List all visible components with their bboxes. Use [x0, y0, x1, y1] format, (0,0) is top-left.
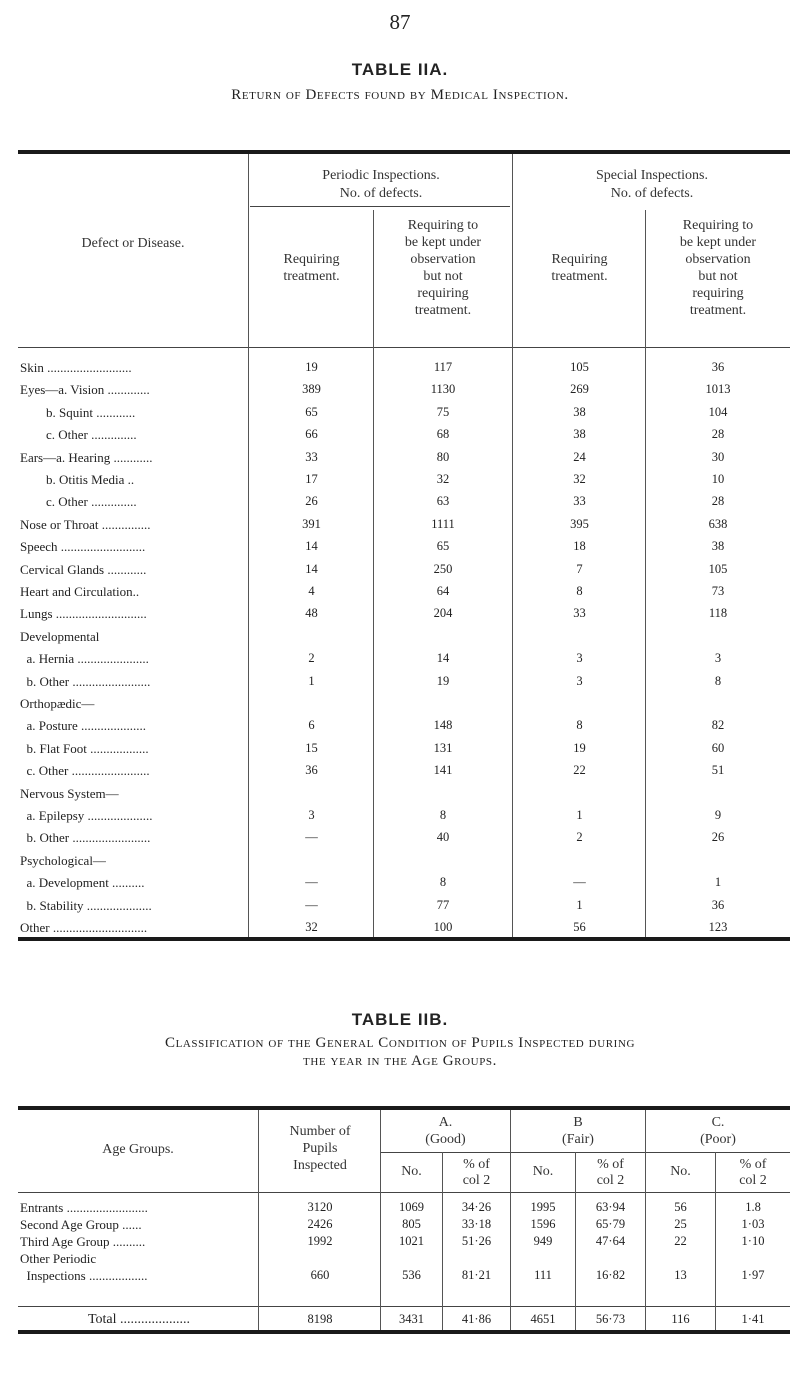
table-cell: 9 — [714, 808, 722, 822]
table-cell: 25 — [674, 1217, 687, 1231]
header-line: col 2 — [739, 1173, 767, 1188]
table-cell: 949 — [533, 1234, 553, 1248]
header-line: Pupils — [302, 1141, 338, 1156]
table-a-top-rule — [18, 150, 790, 154]
table-cell: 80 — [436, 450, 450, 464]
header-line: % of — [463, 1157, 490, 1172]
table-b-total-rule — [18, 1306, 790, 1307]
table-cell: 19 — [573, 741, 586, 755]
table-cell: 1 — [308, 674, 315, 688]
table-cell: 56 — [674, 1200, 687, 1214]
header-line: but not — [423, 269, 463, 284]
table-cell: 33 — [573, 606, 586, 620]
page-number: 87 — [389, 10, 411, 34]
table-cell: 18 — [573, 539, 586, 553]
table-cell: 3 — [576, 651, 583, 665]
header-line: % of — [597, 1157, 624, 1172]
table-cell: 2426 — [307, 1217, 333, 1231]
table-cell: 26 — [305, 494, 318, 508]
header-line: treatment. — [414, 303, 472, 318]
header-line: treatment. — [689, 303, 747, 318]
table-cell: 1992 — [307, 1234, 333, 1248]
b-no-header: No. — [532, 1164, 554, 1179]
table-cell: 660 — [310, 1268, 330, 1282]
row-label: Other Periodic — [20, 1251, 97, 1266]
table-b-top-rule — [18, 1106, 790, 1110]
header-line: Inspected — [293, 1158, 347, 1173]
header-line: col 2 — [596, 1173, 625, 1188]
row-label: c. Other .............. — [20, 494, 137, 509]
table-cell: 47·64 — [595, 1234, 626, 1248]
c-no-header: No. — [670, 1164, 691, 1179]
table-cell: 28 — [711, 427, 725, 441]
table-cell: 63·94 — [595, 1200, 626, 1214]
row-label: b. Stability .................... — [20, 898, 152, 913]
row-label: Other ............................. — [20, 920, 148, 935]
row-label: Cervical Glands ............ — [20, 562, 147, 577]
table-cell: 32 — [573, 472, 586, 486]
table-cell: 32 — [436, 472, 450, 486]
table-cell: 34·26 — [461, 1200, 492, 1214]
table-cell: 68 — [436, 427, 450, 441]
table-cell: 131 — [433, 741, 453, 755]
table-cell: 65·79 — [595, 1217, 626, 1231]
table-cell: 395 — [570, 517, 589, 531]
table-cell: 4 — [308, 584, 315, 598]
table-cell: 38 — [711, 539, 725, 553]
row-label: a. Hernia ...................... — [20, 651, 149, 666]
table-cell: 389 — [302, 382, 321, 396]
table-cell: 26 — [711, 830, 725, 844]
table-cell: 1·03 — [741, 1217, 765, 1231]
row-label: Speech .......................... — [20, 539, 146, 554]
row-label: a. Posture .................... — [20, 718, 147, 733]
table-cell: 33 — [305, 450, 318, 464]
table-cell: 117 — [433, 360, 453, 374]
table-cell: 8 — [439, 875, 447, 889]
table-b-subtitle-line-2: the year in the Age Groups. — [303, 1053, 497, 1069]
table-cell: 75 — [436, 405, 450, 419]
header-line: Requiring to — [682, 218, 754, 233]
row-label: Eyes—a. Vision ............. — [20, 382, 150, 397]
row-label: Psychological— — [20, 853, 106, 868]
header-line: A. — [438, 1115, 453, 1130]
table-cell: 14 — [305, 562, 318, 576]
age-groups-header: Age Groups. — [102, 1142, 174, 1157]
table-cell: — — [305, 898, 318, 912]
table-a-header-rule — [18, 347, 790, 348]
table-cell: 66 — [305, 427, 318, 441]
table-a-divider — [512, 154, 513, 937]
header-line: % of — [739, 1157, 767, 1172]
header-line: be kept under — [404, 235, 482, 250]
table-cell: 2 — [576, 830, 583, 844]
table-cell: 536 — [402, 1268, 421, 1282]
table-cell: 36 — [305, 763, 318, 777]
table-cell: 38 — [573, 427, 586, 441]
header-line: (Good) — [425, 1132, 466, 1147]
header-line: observation — [410, 252, 476, 267]
table-cell: 3 — [308, 808, 315, 822]
row-label: Nervous System— — [20, 786, 119, 801]
row-label: Inspections .................. — [20, 1268, 148, 1283]
table-cell: 36 — [711, 898, 725, 912]
header-line: Number of — [289, 1124, 351, 1139]
header-line: requiring — [692, 286, 744, 301]
table-cell: 51·26 — [461, 1234, 492, 1248]
header-line: requiring — [417, 286, 469, 301]
table-cell: 1130 — [430, 382, 456, 396]
periodic-header: Periodic Inspections. — [322, 168, 440, 183]
table-cell: 8 — [576, 718, 583, 732]
row-label: b. Squint ............ — [20, 405, 136, 420]
row-label: a. Epilepsy .................... — [20, 808, 153, 823]
table-cell: 148 — [433, 718, 453, 732]
row-label: Lungs ............................ — [20, 606, 147, 621]
a-no-header: No. — [401, 1164, 422, 1179]
table-cell: 38 — [573, 405, 586, 419]
defect-column-header: Defect or Disease. — [81, 236, 185, 251]
table-a-subtitle: Return of Defects found by Medical Inspection. — [231, 87, 569, 103]
periodic-subheader: No. of defects. — [339, 186, 423, 201]
table-cell: 65 — [436, 539, 450, 553]
table-cell: 4651 — [530, 1312, 556, 1326]
table-cell: 104 — [708, 405, 728, 419]
table-cell: 33 — [573, 494, 586, 508]
row-label: Entrants ......................... — [20, 1200, 148, 1215]
table-b-header-rule — [18, 1192, 790, 1193]
table-cell: 8 — [714, 674, 722, 688]
table-cell: 269 — [570, 382, 589, 396]
table-a-divider — [248, 154, 249, 937]
table-cell: 638 — [708, 517, 728, 531]
header-line: Requiring — [551, 252, 608, 267]
table-cell: 3120 — [307, 1200, 333, 1214]
table-cell: 111 — [534, 1268, 552, 1282]
header-line: treatment. — [283, 269, 340, 284]
table-cell: 32 — [305, 920, 318, 934]
table-cell: 8 — [576, 584, 583, 598]
header-line: Requiring to — [407, 218, 479, 233]
table-b-bottom-rule — [18, 1330, 790, 1334]
table-cell: 3431 — [399, 1312, 424, 1326]
table-cell: 65 — [305, 405, 318, 419]
row-label: b. Otitis Media .. — [20, 472, 135, 487]
table-cell: 1·41 — [741, 1312, 765, 1326]
row-label: Third Age Group .......... — [20, 1234, 146, 1249]
table-cell: 1995 — [530, 1200, 556, 1214]
header-line: but not — [698, 269, 738, 284]
table-cell: 14 — [305, 539, 318, 553]
table-cell: 56·73 — [595, 1312, 626, 1326]
special-subheader: No. of defects. — [610, 186, 694, 201]
table-cell: 1069 — [399, 1200, 424, 1214]
table-cell: 63 — [436, 494, 450, 508]
table-b-divider — [258, 1110, 259, 1330]
table-cell: — — [305, 830, 318, 844]
table-a-title: TABLE IIA. — [351, 60, 449, 79]
table-cell: 41·86 — [461, 1312, 492, 1326]
table-cell: 141 — [433, 763, 453, 777]
table-b-subtitle-line-1: Classification of the General Condition of Pupils Inspected during — [164, 1035, 636, 1051]
special-header: Special Inspections. — [596, 168, 708, 183]
table-cell: 1 — [714, 875, 722, 889]
table-cell: 1021 — [399, 1234, 424, 1248]
header-line: treatment. — [551, 269, 608, 284]
table-cell: 7 — [576, 562, 583, 576]
row-label: b. Other ........................ — [20, 674, 151, 689]
table-cell: 8 — [439, 808, 447, 822]
header-line: (Poor) — [700, 1132, 736, 1147]
table-cell: 15 — [305, 741, 318, 755]
table-cell: 1111 — [431, 517, 455, 531]
table-cell: 1 — [576, 898, 583, 912]
table-cell: 33·18 — [461, 1217, 492, 1231]
table-cell: 40 — [436, 830, 450, 844]
table-cell: 56 — [573, 920, 586, 934]
table-cell: 105 — [570, 360, 589, 374]
table-cell: 64 — [436, 584, 450, 598]
table-cell: 82 — [711, 718, 725, 732]
table-cell: 81·21 — [461, 1268, 492, 1282]
table-cell: 116 — [671, 1312, 690, 1326]
table-cell: 123 — [708, 920, 728, 934]
table-cell: 805 — [402, 1217, 421, 1231]
header-line: (Fair) — [562, 1132, 594, 1147]
table-cell: 17 — [305, 472, 318, 486]
table-cell: 28 — [711, 494, 725, 508]
table-cell: 105 — [708, 562, 728, 576]
table-cell: 1·10 — [741, 1234, 765, 1248]
table-b-title: TABLE IIB. — [351, 1010, 449, 1029]
table-cell: 36 — [711, 360, 725, 374]
table-cell: 100 — [433, 920, 453, 934]
table-cell: 204 — [433, 606, 453, 620]
table-cell: 3 — [714, 651, 722, 665]
table-cell: 1·97 — [741, 1268, 765, 1282]
row-label: Ears—a. Hearing ............ — [20, 450, 153, 465]
row-label: a. Development .......... — [20, 875, 145, 890]
table-cell: 13 — [674, 1268, 687, 1282]
row-label: c. Other ........................ — [20, 763, 150, 778]
row-label: Nose or Throat ............... — [20, 517, 151, 532]
table-cell: 60 — [711, 741, 725, 755]
header-line: col 2 — [462, 1173, 491, 1188]
row-label: Developmental — [20, 629, 100, 644]
table-cell: — — [573, 875, 586, 889]
table-cell: 1596 — [530, 1217, 556, 1231]
table-cell: 19 — [436, 674, 450, 688]
row-label: Skin .......................... — [20, 360, 132, 375]
table-cell: 1 — [576, 808, 583, 822]
table-cell: 391 — [302, 517, 321, 531]
table-cell: 24 — [573, 450, 586, 464]
table-a-bottom-rule — [18, 937, 790, 941]
header-line: observation — [685, 252, 751, 267]
header-line: be kept under — [679, 235, 757, 250]
table-cell: 6 — [308, 718, 315, 732]
table-cell: 8198 — [307, 1312, 333, 1326]
periodic-sub-rule — [250, 206, 510, 207]
row-label: Second Age Group ...... — [20, 1217, 142, 1232]
table-cell: 16·82 — [595, 1268, 626, 1282]
row-label: b. Flat Foot .................. — [20, 741, 149, 756]
row-label: b. Other ........................ — [20, 830, 151, 845]
table-cell: 48 — [305, 606, 318, 620]
table-cell: — — [305, 875, 318, 889]
table-cell: 250 — [433, 562, 453, 576]
header-line: Requiring — [283, 252, 340, 267]
table-cell: 14 — [436, 651, 450, 665]
table-cell: 1013 — [705, 382, 731, 396]
table-cell: 118 — [708, 606, 728, 620]
row-label: Total .................... — [87, 1312, 191, 1327]
table-cell: 22 — [573, 763, 586, 777]
header-line: B — [573, 1115, 583, 1130]
table-cell: 2 — [308, 651, 315, 665]
table-cell: 10 — [711, 472, 725, 486]
table-cell: 30 — [711, 450, 725, 464]
table-cell: 19 — [305, 360, 318, 374]
header-line: C. — [711, 1115, 725, 1130]
table-cell: 3 — [576, 674, 583, 688]
row-label: Orthopædic— — [20, 696, 95, 711]
table-cell: 22 — [674, 1234, 687, 1248]
table-cell: 51 — [711, 763, 725, 777]
row-label: c. Other .............. — [20, 427, 137, 442]
table-cell: 1.8 — [745, 1200, 761, 1214]
table-cell: 73 — [711, 584, 725, 598]
row-label: Heart and Circulation.. — [20, 584, 140, 599]
table-cell: 77 — [436, 898, 450, 912]
